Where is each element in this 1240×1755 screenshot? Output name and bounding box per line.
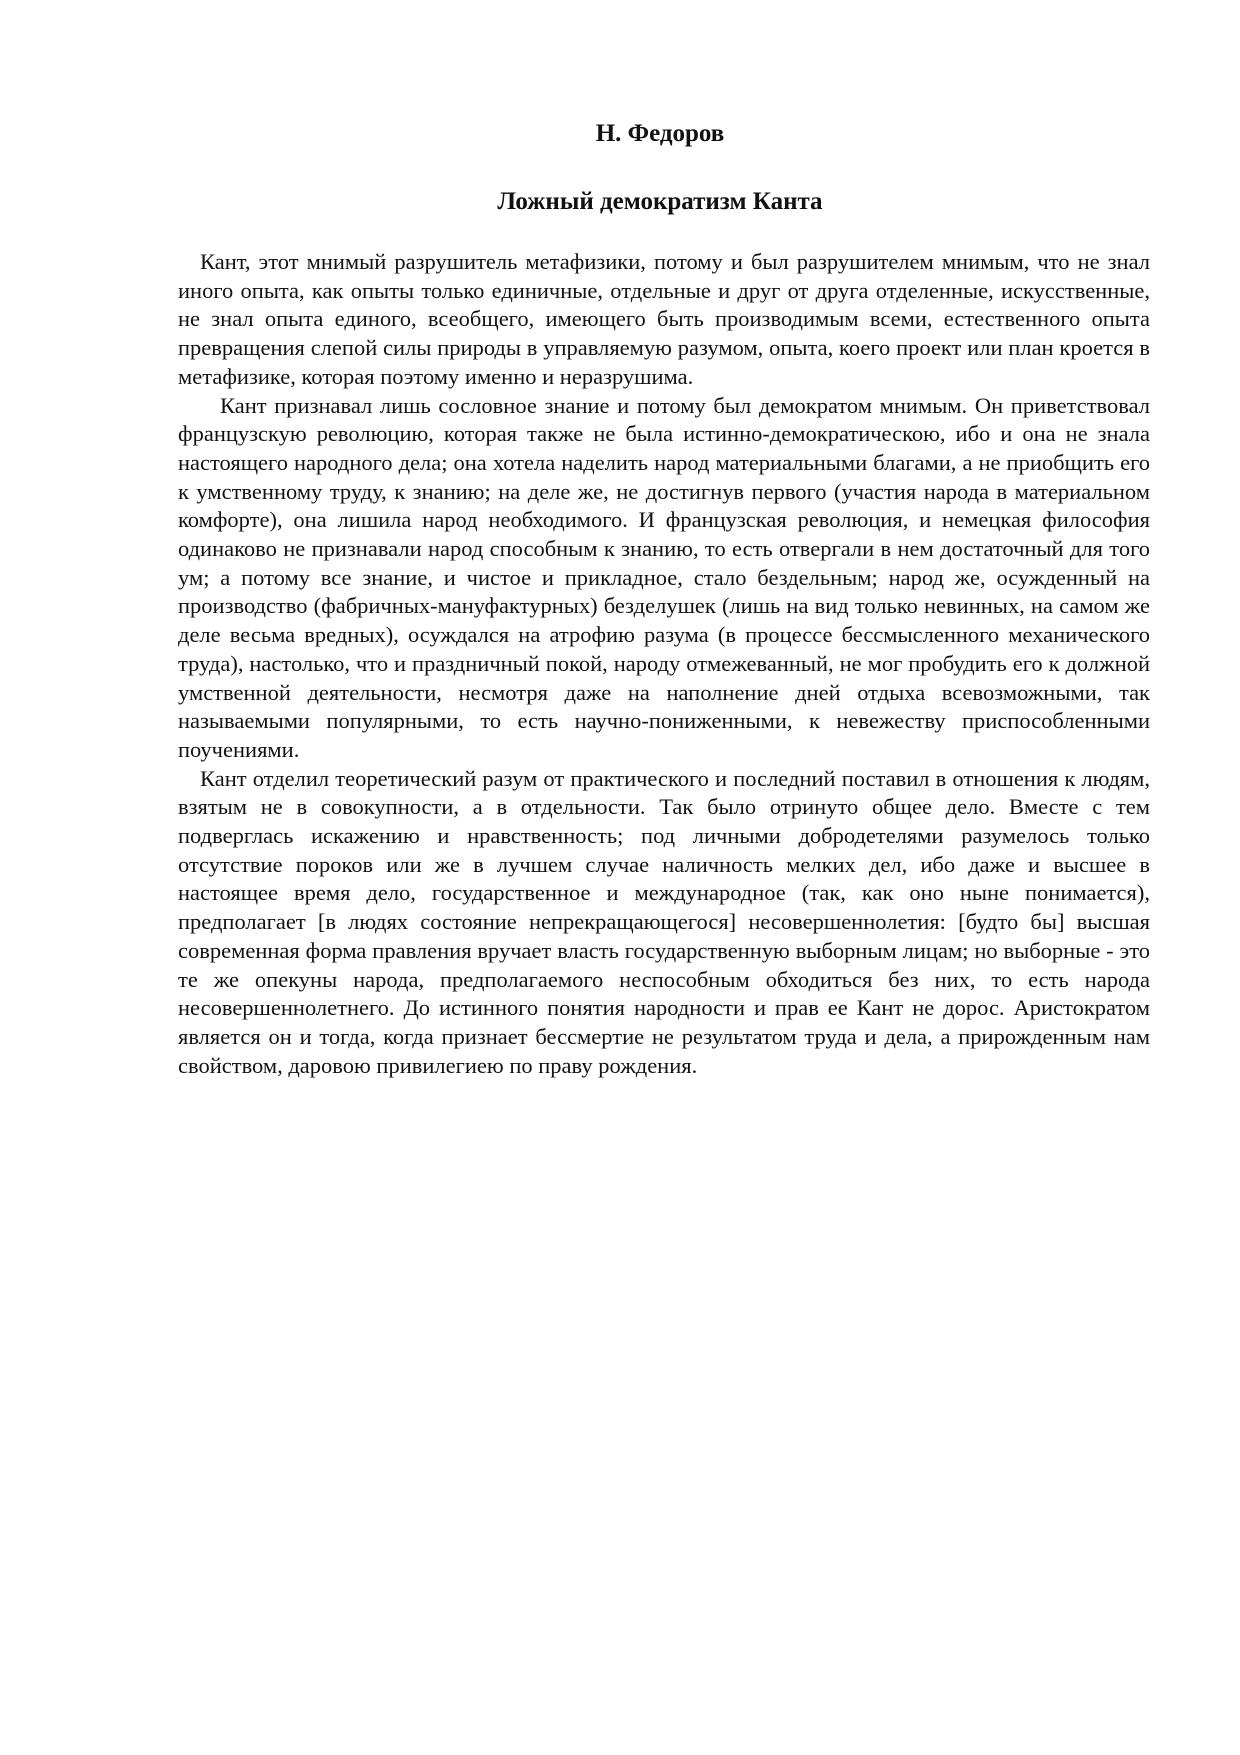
paragraph-3: Кант отделил теоретический разум от практического и последний поставил в отношения к людям, взятым не в совокупности, а в отдельности. Так было отринуто общее дело. Вместе с тем подверглась искажению и нравственность; под личными добродетелями разумелось только отсутствие пороков или же в лучшем случае наличность мелких дел, ибо даже и высшее в настоящее время дело, государственное и международное (так, как оно ныне понимается), предполагает [в людях состояние непрекращающегося] несовершеннолетия: [будто бы] высшая современная форма правления вручает власть государственную выборным лицам; но выборные - это те же опекуны народа, предполагаемого неспособным обходиться без них, то есть народа несовершеннолетнего. До истинного понятия народности и прав ее Кант не дорос. Аристократом является он и тогда, когда признает бессмертие не результатом труда и дела, а прирожденным нам свойством, даровою привилегиею по праву рождения. bbox=[178, 765, 1150, 1078]
essay-body bbox=[178, 248, 1150, 1080]
essay-title: Ложный демократизм Канта bbox=[497, 188, 823, 215]
paragraph-2: Кант признавал лишь сословное знание и потому был демократом мнимым. Он приветствовал французскую революцию, которая также не была истинно-демократическою, ибо и она не знала настоящего народного дела; она хотела наделить народ материальными благами, а не приобщить его к умственному труду, к знанию; на деле же, не достигнув первого (участия народа в материальном комфорте), она лишила народ необходимого. И французская революция, и немецкая философия одинаково не признавали народ способным к знанию, то есть отвергали в нем достаточный для того ум; а потому все знание, и чистое и прикладное, стало бездельным; народ же, осужденный на производство (фабричных-мануфактурных) безделушек (лишь на вид только невинных, на самом же деле весьма вредных), осуждался на атрофию разума (в процессе бессмысленного механического труда), настолько, что и праздничный покой, народу отмежеванный, не мог пробудить его к должной умственной деятельности, несмотря даже на наполнение дней отдыха всевозможными, так называемыми популярными, то есть научно-пониженными, к невежеству приспособленными поучениями. bbox=[178, 392, 1150, 762]
author-name: Н. Федоров bbox=[595, 120, 725, 147]
paragraph-1: Кант, этот мнимый разрушитель метафизики, потому и был разрушителем мнимым, что не знал иного опыта, как опыты только единичные, отдельные и друг от друга отделенные, искусственные, не знал опыта единого, всеобщего, имеющего быть производимым всеми, естественного опыта превращения слепой силы природы в управляемую разумом, опыта, коего проект или план кроется в метафизике, которая поэтому именно и неразрушима. bbox=[178, 249, 1150, 389]
